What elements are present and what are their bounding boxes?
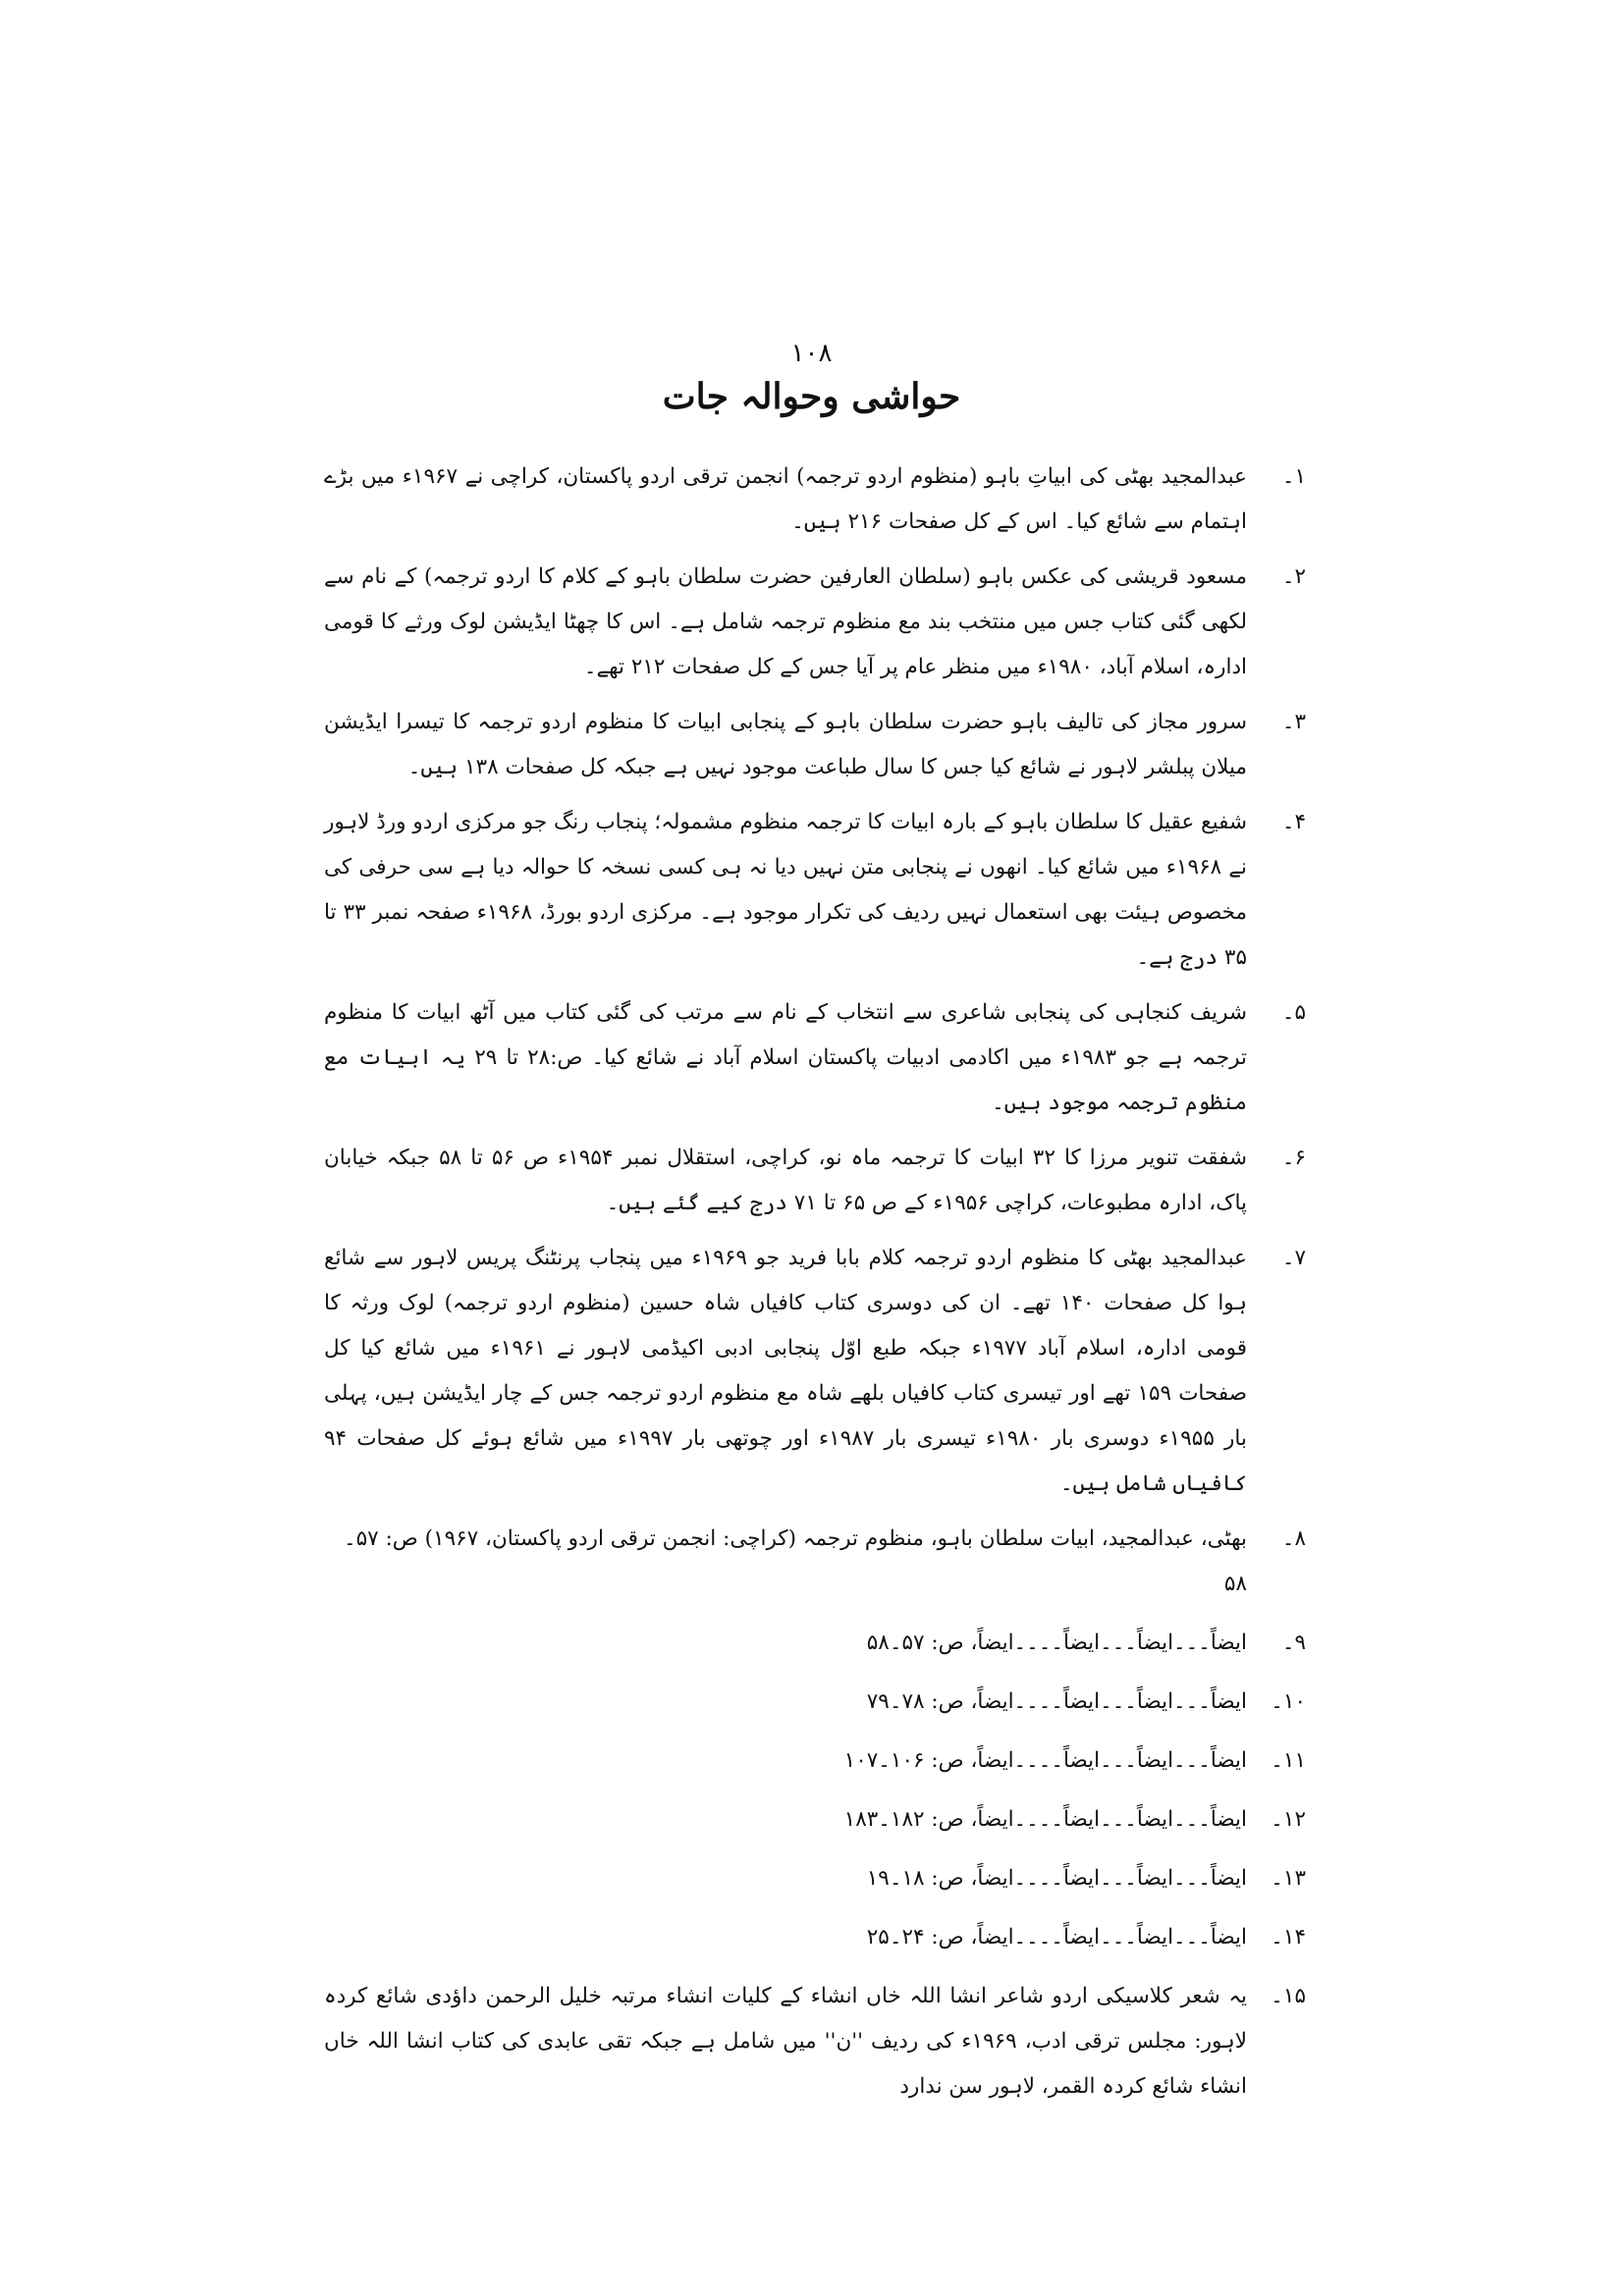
note-text: یہ شعر کلاسیکی اردو شاعر انشا اللہ خاں انشاء کے کلیات انشاء مرتبہ خلیل الرحمن داؤدی شائع کردہ لاہور: مجلس ترقی ادب، ۱۹۶۹ء کی ردیف ''ن'' میں شامل ہے جبکہ تقی عابدی کی کتاب انشا اللہ خاں انشاء شائع کردہ القمر، لاہور سن ندارد [324, 1984, 1247, 2099]
note-number: ۹۔ [1281, 1630, 1306, 1655]
note-item [324, 1680, 1306, 1725]
note-item [324, 1236, 1306, 1507]
note-number: ۶۔ [1281, 1146, 1306, 1170]
note-number: ۱۳۔ [1271, 1866, 1306, 1891]
note-item [324, 990, 1306, 1126]
note-number: ۱۔ [1281, 464, 1306, 489]
note-text: بھٹی، عبدالمجید، ابیات سلطان باہو، منظوم ترجمہ (کراچی: انجمن ترقی اردو پاکستان، ۱۹۶۷) ص: ۵۷۔۵۸ [344, 1526, 1247, 1596]
note-text: ایضاً۔۔۔ایضاً۔۔۔ایضاً۔۔۔۔ایضاً، ص: ۵۷۔۵۸ [866, 1630, 1247, 1655]
note-number: ۷۔ [1281, 1246, 1306, 1270]
note-text: مسعود قریشی کی عکس باہو (سلطان العارفین حضرت سلطان باہو کے کلام کا اردو ترجمہ) کے نام سے لکھی گئی کتاب جس میں منتخب بند مع منظوم ترجمہ شامل ہے۔ اس کا چھٹا ایڈیشن لوک ورثے کا قومی ادارہ، اسلام آباد، ۱۹۸۰ء میں منظر عام پر آیا جس کے کل صفحات ۲۱۲ تھے۔ [324, 564, 1247, 679]
note-number: ۸۔ [1281, 1526, 1306, 1551]
note-item [324, 555, 1306, 690]
note-item [324, 1974, 1306, 2109]
note-text: ایضاً۔۔۔ایضاً۔۔۔ایضاً۔۔۔۔ایضاً، ص: ۷۸۔۷۹ [866, 1689, 1247, 1714]
note-text: ایضاً۔۔۔ایضاً۔۔۔ایضاً۔۔۔۔ایضاً، ص: ۱۸۲۔۱۸۳ [843, 1807, 1247, 1832]
note-number: ۱۲۔ [1271, 1807, 1306, 1832]
note-item [324, 1738, 1306, 1784]
note-text: ایضاً۔۔۔ایضاً۔۔۔ایضاً۔۔۔۔ایضاً، ص: ۲۴۔۲۵ [866, 1925, 1247, 1949]
note-number: ۵۔ [1281, 1000, 1306, 1025]
note-number: ۲۔ [1281, 564, 1306, 589]
note-item [324, 1517, 1306, 1607]
note-item [324, 1621, 1306, 1666]
note-number: ۱۴۔ [1271, 1925, 1306, 1949]
note-text: شفیع عقیل کا سلطان باہو کے بارہ ابیات کا ترجمہ منظوم مشمولہ؛ پنجاب رنگ جو مرکزی اردو ورڈ لاہور نے ۱۹۶۸ء میں شائع کیا۔ انھوں نے پنجابی متن نہیں دیا نہ ہی کسی نسخہ کا حوالہ دیا ہے سی حرفی کی مخصوص ہیئت بھی استعمال نہیں ردیف کی تکرار موجود ہے۔ مرکزی اردو بورڈ، ۱۹۶۸ء صفحہ نمبر ۳۳ تا ۳۵ درج ہے۔ [324, 810, 1247, 970]
note-item [324, 454, 1306, 545]
page-number: ۱۰۸ [790, 339, 833, 368]
note-number: ۱۵۔ [1271, 1984, 1306, 2008]
note-item [324, 1797, 1306, 1842]
note-text: عبدالمجید بھٹی کا منظوم اردو ترجمہ کلام بابا فرید جو ۱۹۶۹ء میں پنجاب پرنٹنگ پریس لاہور سے شائع ہوا کل صفحات ۱۴۰ تھے۔ ان کی دوسری کتاب کافیاں شاہ حسین (منظوم اردو ترجمہ) لوک ورثہ کا قومی ادارہ، اسلام آباد ۱۹۷۷ء جبکہ طبع اوّل پنجابی ادبی اکیڈمی لاہور نے ۱۹۶۱ء میں شائع کیا کل صفحات ۱۵۹ تھے اور تیسری کتاب کافیاں بلھے شاہ مع منظوم اردو ترجمہ جس کے چار ایڈیشن ہیں، پہلی بار ۱۹۵۵ء دوسری بار ۱۹۸۰ء تیسری بار ۱۹۸۷ء اور چوتھی بار ۱۹۹۷ء میں شائع ہوئے کل صفحات ۹۴ کافیاں شامل ہیں۔ [324, 1246, 1247, 1496]
note-item [324, 800, 1306, 981]
note-text: ایضاً۔۔۔ایضاً۔۔۔ایضاً۔۔۔۔ایضاً، ص: ۱۸۔۱۹ [866, 1866, 1247, 1891]
notes-list [324, 454, 1306, 2119]
note-text: سرور مجاز کی تالیف باہو حضرت سلطان باہو کے پنجابی ابیات کا منظوم اردو ترجمہ کا تیسرا ایڈیشن میلان پبلشر لاہور نے شائع کیا جس کا سال طباعت موجود نہیں ہے جبکہ کل صفحات ۱۳۸ ہیں۔ [324, 710, 1247, 779]
note-text: ایضاً۔۔۔ایضاً۔۔۔ایضاً۔۔۔۔ایضاً، ص: ۱۰۶۔۱۰۷ [843, 1748, 1247, 1773]
page-title: حواشی وحوالہ جات [662, 376, 961, 417]
note-text: عبدالمجید بھٹی کی ابیاتِ باہو (منظوم اردو ترجمہ) انجمن ترقی اردو پاکستان، کراچی نے ۱۹۶۷ء میں بڑے اہتمام سے شائع کیا۔ اس کے کل صفحات ۲۱۶ ہیں۔ [324, 464, 1247, 534]
note-item [324, 1856, 1306, 1901]
note-text: شفقت تنویر مرزا کا ۳۲ ابیات کا ترجمہ ماہ نو، کراچی، استقلال نمبر ۱۹۵۴ء ص ۵۶ تا ۵۸ جبکہ خیابان پاک، ادارہ مطبوعات، کراچی ۱۹۵۶ء کے ص ۶۵ تا ۷۱ درج کیے گئے ہیں۔ [324, 1146, 1247, 1215]
note-number: ۱۰۔ [1271, 1689, 1306, 1714]
note-item [324, 1136, 1306, 1226]
note-number: ۱۱۔ [1271, 1748, 1306, 1773]
note-item [324, 700, 1306, 790]
note-item [324, 1915, 1306, 1960]
note-number: ۳۔ [1281, 710, 1306, 734]
note-text: شریف کنجاہی کی پنجابی شاعری سے انتخاب کے نام سے مرتب کی گئی کتاب میں آٹھ ابیات کا منظوم ترجمہ ہے جو ۱۹۸۳ء میں اکادمی ادبیات پاکستان اسلام آباد نے شائع کیا۔ ص:۲۸ تا ۲۹ یہ ابیات مع منظوم ترجمہ موجود ہیں۔ [324, 1000, 1248, 1115]
note-number: ۴۔ [1281, 810, 1306, 834]
